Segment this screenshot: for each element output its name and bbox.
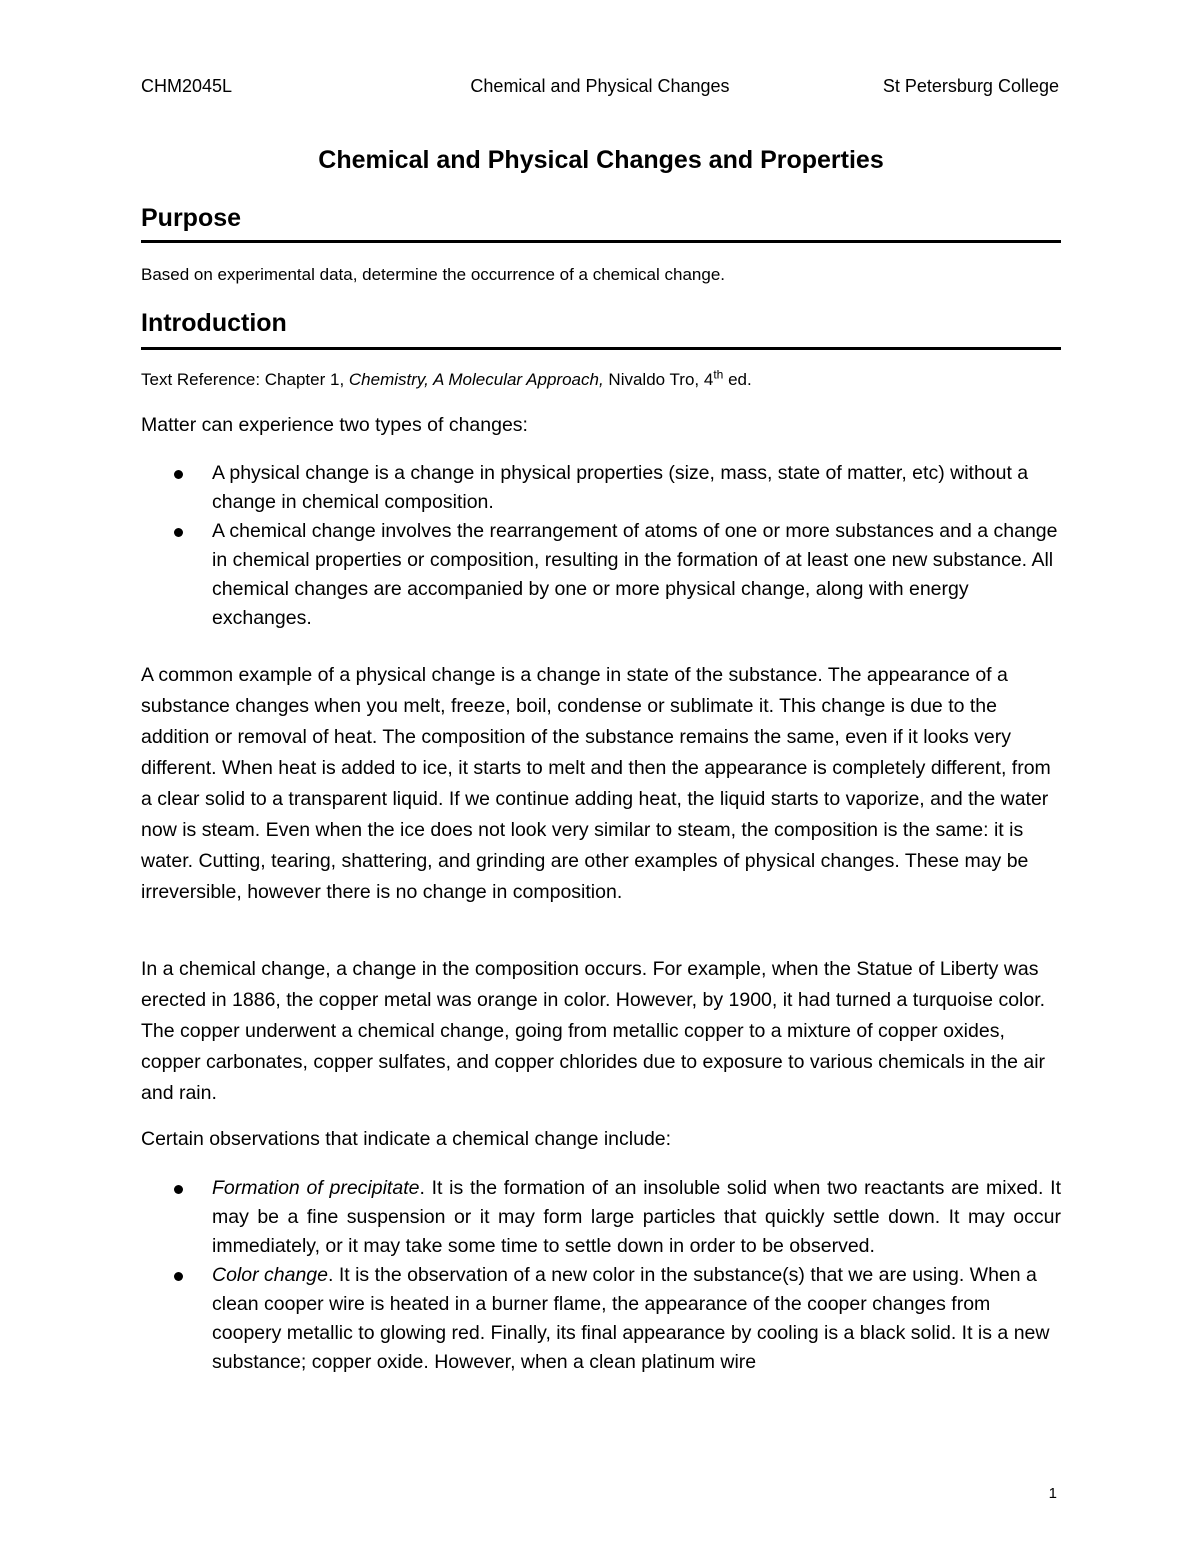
physical-change-paragraph: A common example of a physical change is a change in state of the substance. The appearance of a substance changes when you melt, freeze, boil, condense or sublimate it. This change is due to the addition or removal of heat. The composition of the substance remains the same, even if it looks very different. When heat is added to ice, it starts to melt and then the appearance is completely different, from a clear solid to a transparent liquid. If we continue adding heat, the liquid starts to vaporize, and the water now is steam. Even when the ice does not look very similar to steam, the composition is the same: it is water. Cutting, tearing, shattering, and grinding are other examples of physical changes. These may be irreversible, however there is no change in composition.	[141, 664, 1051, 903]
observations-list	[141, 1174, 1061, 1377]
text-reference	[141, 367, 1061, 393]
header-subject: Chemical and Physical Changes	[470, 76, 730, 96]
types-lead: Matter can experience two types of changes:	[141, 414, 528, 436]
list-item	[141, 459, 1061, 517]
color-change-observation	[212, 1261, 1061, 1377]
change-types-list	[141, 459, 1061, 633]
bullet-icon	[174, 470, 183, 479]
chemical-change-definition: A chemical change involves the rearrangement of atoms of one or more substances and a change in chemical properties or composition, resulting in the formation of at least one new substance. All chemical changes are accompanied by one or more physical change, along with energy exchanges.	[212, 520, 1058, 629]
header-course-code: CHM2045L	[141, 76, 233, 96]
reference-edition: ed.	[728, 370, 752, 389]
introduction-heading: Introduction	[141, 305, 1061, 350]
list-item	[141, 1174, 1061, 1261]
header-institution: St Petersburg College	[882, 76, 1059, 96]
bullet-icon	[174, 1185, 183, 1194]
chemical-change-paragraph: In a chemical change, a change in the composition occurs. For example, when the Statue of Liberty was erected in 1886, the copper metal was orange in color. However, by 1900, it had turned a turquoise color. The copper underwent a chemical change, going from metallic copper to a mixture of copper oxides, copper carbonates, copper sulfates, and copper chlorides due to exposure to various chemicals in the air and rain.	[141, 958, 1046, 1104]
precipitate-observation	[212, 1174, 1061, 1261]
precipitate-description: . It is the formation of an insoluble solid when two reactants are mixed. It may be a fine suspension or it may form large particles that quickly settle down. It may occur immediately, or it may take some time to settle down in order to be observed.	[212, 1177, 1061, 1257]
reference-prefix: Text Reference: Chapter 1,	[141, 370, 345, 389]
reference-edition-suffix: th	[713, 367, 724, 382]
document-title: Chemical and Physical Changes and Properties	[318, 146, 884, 174]
reference-book-title: Chemistry, A Molecular Approach,	[348, 370, 604, 389]
bullet-icon	[174, 528, 183, 537]
purpose-heading: Purpose	[141, 200, 1061, 243]
purpose-text: Based on experimental data, determine the occurrence of a chemical change.	[141, 265, 726, 284]
precipitate-term: Formation of precipitate	[212, 1177, 420, 1199]
physical-change-definition: A physical change is a change in physical properties (size, mass, state of matter, etc) without a change in chemical composition.	[212, 462, 1029, 513]
color-change-description: . It is the observation of a new color in the substance(s) that we are using. When a clean cooper wire is heated in a burner flame, the appearance of the cooper changes from coopery metallic to glowing red. Finally, its final appearance by cooling is a black solid. It is a new substance; copper oxide. However, when a clean platinum wire	[212, 1264, 1050, 1373]
reference-author: Nivaldo Tro, 4	[608, 370, 714, 389]
page-number: 1	[1048, 1485, 1057, 1502]
list-item	[141, 1261, 1061, 1377]
list-item	[141, 517, 1061, 633]
page-header	[141, 73, 1059, 99]
color-change-term: Color change	[212, 1264, 328, 1286]
observations-lead: Certain observations that indicate a chemical change include:	[141, 1128, 672, 1150]
bullet-icon	[174, 1272, 183, 1281]
